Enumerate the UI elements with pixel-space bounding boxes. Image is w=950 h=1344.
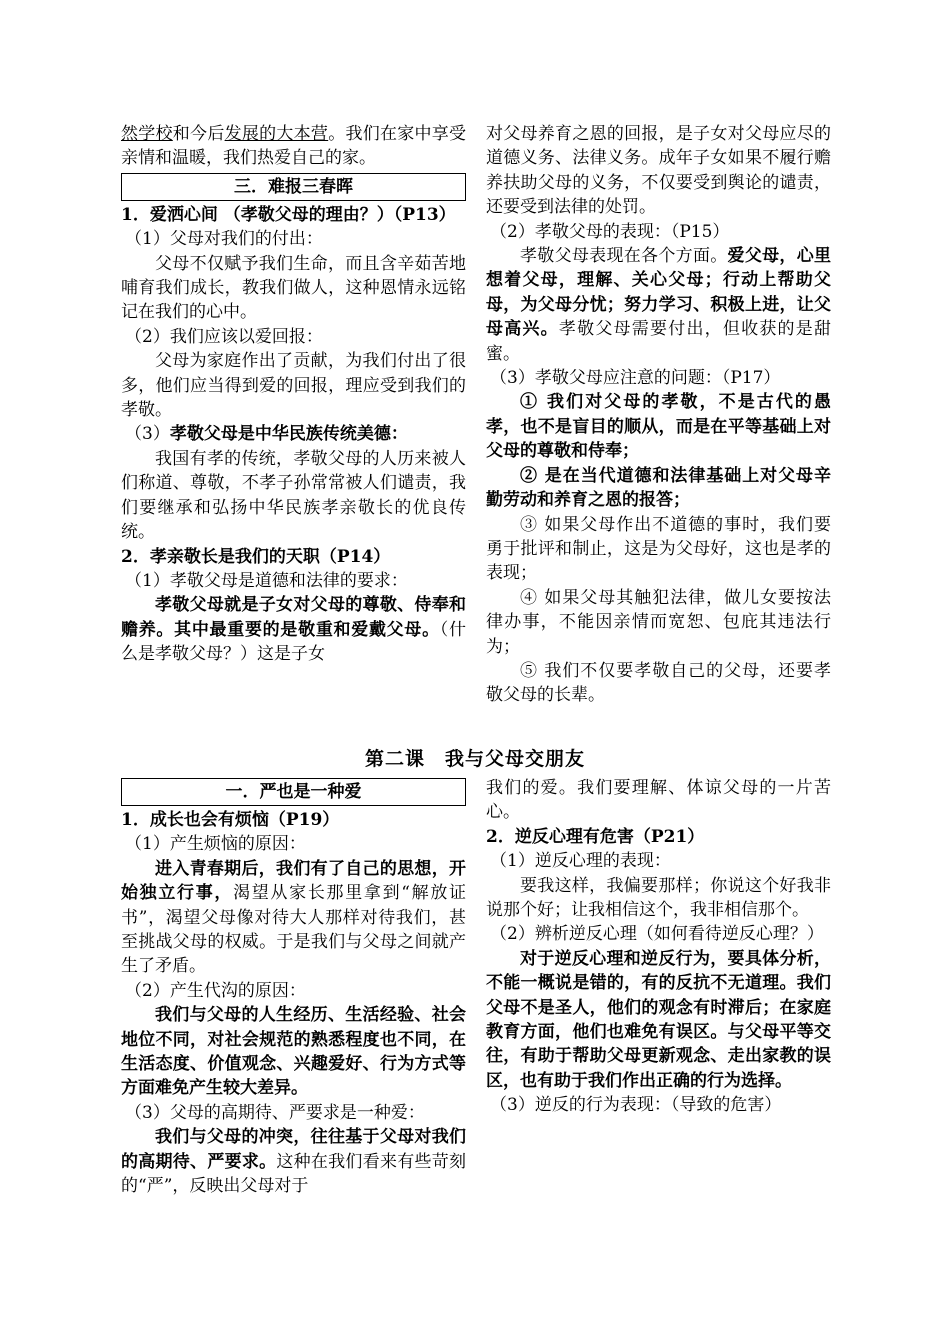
intro-text-1: 和今后 [172,124,225,144]
paragraph-3-3 [121,1125,466,1198]
bottom-left-column [121,776,466,1199]
note-3: ③ 如果父母作出不道德的事时，我们要勇于批评和制止，这是为父母好，这也是孝的表现； [486,514,831,584]
paragraph-3-3-continued: 我们的爱。我们要理解、体谅父母的一片苦心。 [486,778,831,823]
heading-2: 2．孝亲敬长是我们的天职（P14） [121,546,391,567]
paragraph-2-2-normal: 孝敬父母表现在各个方面。 [520,246,728,267]
paragraph-2-1 [121,593,466,666]
note-5: ⑤ 我们不仅要孝敬自己的父母，还要孝敬父母的长辈。 [486,660,831,706]
paragraph-2-1-normal: （什么是孝敬父母？）这是子女 [121,619,467,665]
paragraph-3-3-bold: 我们与父母的冲突，往往基于父母对我们的高期待、严要求。 [121,1127,466,1172]
paragraph-2-2-bold: 爱父母，心里想着父母，理解、关心父母；行动上帮助父母，为父母分忧；努力学习、积极上进，让父母高兴。 [486,246,832,340]
subheading-3-3: （3）父母的高期待、严要求是一种爱： [125,1102,425,1123]
subheading-1-3-text: 孝敬父母是中华民族传统美德： [169,424,408,445]
subheading-3-2: （2）产生代沟的原因： [125,980,306,1001]
paragraph-2-2 [486,244,831,366]
subheading-4-3: （3）逆反的行为表现：（导致的危害） [490,1095,782,1116]
section-title-box-2: 一．严也是一种爱 [121,778,466,806]
section-title-box: 三．难报三春晖 [121,173,466,201]
top-left-column [121,122,466,667]
paragraph-4-1: 要我这样，我偏要那样；你说这个好我非说那个好；让我相信这个，我非相信那个。 [486,875,831,921]
subheading-3-1: （1）产生烦恼的原因： [125,834,306,855]
paragraph-3-3-normal: 这种在我们看来有些苛刻的“严”，反映出父母对于 [121,1151,467,1197]
intro-underlined-1: 然学校 [121,124,173,144]
note-4: ④ 如果父母其触犯法律，做儿女要按法律办事，不能因亲情而宽恕、包庇其违法行为； [486,587,831,657]
subheading-2-3: （3）孝敬父母应注意的问题：（P17） [490,368,781,389]
paragraph-3-1 [121,857,466,979]
paragraph-2-1-bold: 孝敬父母就是子女对父母的尊敬、侍奉和赡养。其中最重要的是敬重和爱戴父母。 [121,595,466,640]
intro-text-2: 。我们在家中享受亲情和温暖，我们热爱自己的家。 [121,124,467,169]
paragraph-1-3: 我国有孝的传统，孝敬父母的人历来被人们称道、尊敬，不孝子孙常常被人们谴责，我们要继承和弘扬中华民族孝亲敬长的优良传统。 [121,448,466,543]
bottom-right-column [486,776,831,1118]
subheading-1-3-num: （3） [125,424,170,445]
subheading-1-1: （1）父母对我们的付出： [125,229,323,250]
paragraph-1-1: 父母不仅赋予我们生命，而且含辛茹苦地哺育我们成长，教我们做人，这种恩情永远铭记在我们的心中。 [121,253,466,323]
paragraph-1-2: 父母为家庭作出了贡献，为我们付出了很多，他们应当得到爱的回报，理应受到我们的孝敬。 [121,351,466,421]
heading-4: 2．逆反心理有危害（P21） [486,826,705,847]
subheading-2-2: （2）孝敬父母的表现：（P15） [490,221,730,242]
paragraph-2-2-tail: 孝敬父母需要付出，但收获的是甜蜜。 [486,319,832,364]
subheading-4-1: （1）逆反心理的表现： [490,851,671,872]
heading-3: 1．成长也会有烦恼（P19） [121,810,340,830]
paragraph-4-2: 对于逆反心理和逆反行为，要具体分析，不能一概说是错的，有的反抗不无道理。我们父母不是圣人，他们的观念有时滞后；在家庭教育方面，他们也难免有误区。与父母平等交往，有助于帮助父母更新观念、走出家教的误区，也有助于我们作出正确的行为选择。 [486,948,831,1091]
paragraph-3-2: 我们与父母的人生经历、生活经验、社会地位不同，对社会规范的熟悉程度也不同，在生活态度、价值观念、兴趣爱好、行为方式等方面难免产生较大差异。 [121,1005,466,1099]
subheading-2-1: （1）孝敬父母是道德和法律的要求： [125,570,408,591]
heading-1: 1．爱洒心间 （孝敬父母的理由？）（P13） [121,204,456,225]
subheading-1-3 [121,422,466,446]
note-2: ② 是在当代道德和法律基础上对父母辛勤劳动和养育之恩的报答； [486,465,831,511]
subheading-4-2: （2）辨析逆反心理（如何看待逆反心理？） [490,924,824,945]
intro-paragraph [121,122,466,171]
note-1: ① 我们对父母的孝敬，不是古代的愚孝，也不是盲目的顺从，而是在平等基础上对父母的尊敬和侍奉； [486,392,831,462]
paragraph-3-1-normal: 渴望从家长那里拿到“解放证书”，渴望父母像对待大人那样对待我们，甚至挑战父母的权威。于是我们与父母之间就产生了矛盾。 [121,883,466,977]
lesson-title: 第二课 我与父母交朋友 [364,748,585,770]
paragraph-3-1-bold: 进入青春期后，我们有了自己的思想，开始独立行事， [121,858,466,904]
paragraph-2-1-continued: 对父母养育之恩的回报，是子女对父母应尽的道德义务、法律义务。成年子女如果不履行赡养扶助父母的义务，不仅要受到舆论的谴责，还要受到法律的处罚。 [486,124,831,218]
subheading-1-2: （2）我们应该以爱回报： [125,326,323,347]
intro-underlined-2: 发展的大本营 [224,124,329,144]
top-right-column [486,122,831,708]
